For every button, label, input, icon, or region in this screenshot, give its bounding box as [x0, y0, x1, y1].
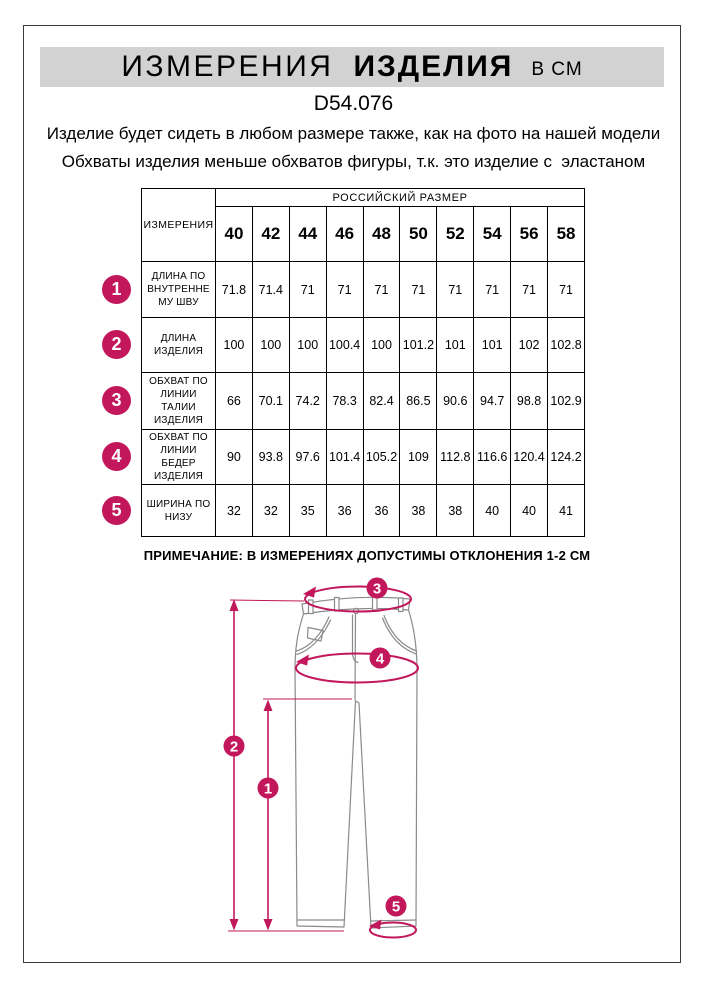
title-word-measurements: ИЗМЕРЕНИЯ: [121, 50, 334, 83]
row-number-circle: 2: [102, 330, 131, 359]
measurement-value-cell: 36: [363, 485, 400, 537]
subtitle-line-2: Обхваты изделия меньше обхватов фигуры, т.к. это изделие с эластаном: [61, 152, 646, 171]
size-header-cell: 56: [511, 207, 548, 262]
callout-number: 1: [263, 780, 273, 798]
measurement-value-cell: 97.6: [289, 430, 326, 485]
measurement-value-cell: 71: [511, 262, 548, 318]
callout-number: 4: [375, 650, 385, 668]
measurement-value-cell: 86.5: [400, 373, 437, 430]
belt-loop: [335, 598, 340, 612]
measurement-value-cell: 101.4: [326, 430, 363, 485]
waist-girth-arrowhead: [303, 587, 316, 598]
measurement-value-cell: 74.2: [289, 373, 326, 430]
measurement-value-cell: 71.8: [216, 262, 253, 318]
measurement-value-cell: 71: [289, 262, 326, 318]
russian-size-group-header: РОССИЙСКИЙ РАЗМЕР: [216, 189, 585, 207]
measurement-value-cell: 41: [548, 485, 585, 537]
measurement-value-cell: 101: [474, 318, 511, 373]
belt-loop: [399, 598, 404, 612]
measurement-value-cell: 98.8: [511, 373, 548, 430]
measurement-value-cell: 100: [252, 318, 289, 373]
table-row: [142, 318, 585, 373]
measurement-value-cell: 112.8: [437, 430, 474, 485]
measurement-value-cell: 38: [400, 485, 437, 537]
measurement-value-cell: 116.6: [474, 430, 511, 485]
table-row: [142, 430, 585, 485]
title-word-product: ИЗДЕЛИЯ: [353, 50, 514, 83]
diagram-callout-5: [386, 896, 407, 917]
size-header-cell: 46: [326, 207, 363, 262]
diagram-callout-1: [258, 778, 279, 799]
measurement-value-cell: 100: [289, 318, 326, 373]
diagram-callout-2: [224, 736, 245, 757]
pants-drawing: [295, 597, 417, 929]
measurement-value-cell: 71: [326, 262, 363, 318]
pants-measurement-diagram: [205, 575, 485, 950]
measurement-value-cell: 71: [548, 262, 585, 318]
table-corner-label: ИЗМЕРЕНИЯ: [142, 189, 216, 262]
inseam-arrowhead-top: [264, 700, 273, 712]
row-number-circle: 3: [102, 386, 131, 415]
measurement-value-cell: 35: [289, 485, 326, 537]
subtitle-line-1: Изделие будет сидеть в любом размере также, как на фото на нашей модели: [46, 124, 661, 143]
size-header-cell: 54: [474, 207, 511, 262]
measurement-value-cell: 120.4: [511, 430, 548, 485]
measurement-value-cell: 90: [216, 430, 253, 485]
row-number-circle: 1: [102, 275, 131, 304]
tolerance-note: ПРИМЕЧАНИЕ: В ИЗМЕРЕНИЯХ ДОПУСТИМЫ ОТКЛОНЕНИЯ 1-2 СМ: [143, 548, 591, 563]
table-row: [142, 262, 585, 318]
measurement-value-cell: 66: [216, 373, 253, 430]
measurement-value-cell: 94.7: [474, 373, 511, 430]
measurement-value-cell: 124.2: [548, 430, 585, 485]
measurement-value-cell: 71: [437, 262, 474, 318]
measurement-value-cell: 82.4: [363, 373, 400, 430]
size-header-cell: 44: [289, 207, 326, 262]
diagram-callout-3: [367, 578, 388, 599]
table-row: [142, 485, 585, 537]
article-number: D54.076: [313, 92, 394, 115]
measurement-value-cell: 38: [437, 485, 474, 537]
measurement-value-cell: 71: [363, 262, 400, 318]
measurement-value-cell: 102: [511, 318, 548, 373]
measurement-value-cell: 102.8: [548, 318, 585, 373]
measurement-value-cell: 36: [326, 485, 363, 537]
row-number-circle: 5: [102, 496, 131, 525]
title-unit: В СМ: [531, 59, 583, 80]
measurement-value-cell: 109: [400, 430, 437, 485]
measurement-label-cell: ОБХВАТ ПО ЛИНИИ БЕДЕР ИЗДЕЛИЯ: [142, 430, 216, 485]
measurement-value-cell: 32: [252, 485, 289, 537]
callout-number: 2: [229, 738, 239, 756]
measurement-value-cell: 100.4: [326, 318, 363, 373]
measurement-value-cell: 71: [474, 262, 511, 318]
measurement-label-cell: ДЛИНА ПО ВНУТРЕННЕМУ ШВУ: [142, 262, 216, 318]
pants-body-outline: [295, 608, 417, 928]
measurement-value-cell: 100: [216, 318, 253, 373]
size-header-cell: 40: [216, 207, 253, 262]
measurement-label-cell: ОБХВАТ ПО ЛИНИИ ТАЛИИ ИЗДЕЛИЯ: [142, 373, 216, 430]
measurements-table: [141, 188, 585, 537]
measurement-value-cell: 78.3: [326, 373, 363, 430]
size-header-cell: 58: [548, 207, 585, 262]
callout-number: 3: [372, 580, 382, 598]
measurement-value-cell: 100: [363, 318, 400, 373]
table-row: [142, 373, 585, 430]
length-arrowhead-bottom: [230, 919, 239, 931]
inseam-arrowhead-bottom: [264, 919, 273, 931]
size-header-cell: 48: [363, 207, 400, 262]
measurement-value-cell: 40: [474, 485, 511, 537]
measurement-value-cell: 105.2: [363, 430, 400, 485]
measurement-value-cell: 93.8: [252, 430, 289, 485]
title-bar: [40, 47, 664, 87]
center-front-seam: [355, 614, 356, 700]
measurement-value-cell: 102.9: [548, 373, 585, 430]
belt-loop: [373, 597, 378, 611]
length-arrowhead-top: [230, 599, 239, 611]
belt-loop: [309, 600, 314, 614]
measurement-label-cell: ДЛИНА ИЗДЕЛИЯ: [142, 318, 216, 373]
measurement-value-cell: 71: [400, 262, 437, 318]
measurement-value-cell: 40: [511, 485, 548, 537]
size-header-cell: 42: [252, 207, 289, 262]
measurement-value-cell: 90.6: [437, 373, 474, 430]
measurement-value-cell: 71.4: [252, 262, 289, 318]
waist-extension-line: [230, 600, 304, 601]
size-header-cell: 50: [400, 207, 437, 262]
measurement-value-cell: 70.1: [252, 373, 289, 430]
measurement-value-cell: 101.2: [400, 318, 437, 373]
size-header-cell: 52: [437, 207, 474, 262]
measurement-value-cell: 101: [437, 318, 474, 373]
callout-number: 5: [391, 898, 401, 916]
measurement-label-cell: ШИРИНА ПО НИЗУ: [142, 485, 216, 537]
measurement-value-cell: 32: [216, 485, 253, 537]
row-number-circle: 4: [102, 442, 131, 471]
diagram-callout-4: [370, 648, 391, 669]
